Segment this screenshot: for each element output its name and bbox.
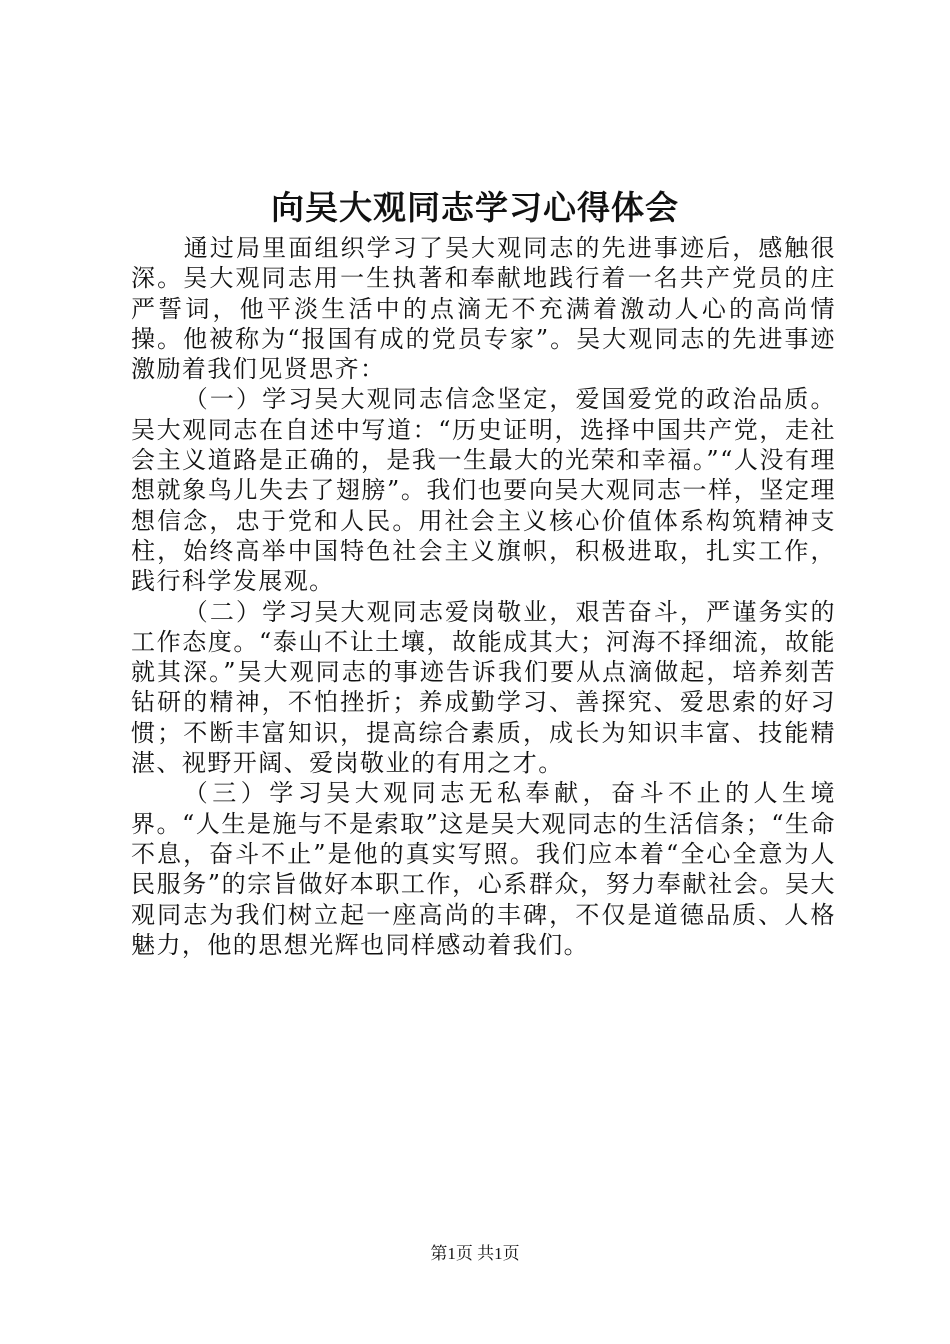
document-body: [131, 233, 836, 960]
paragraph-intro: 通过局里面组织学习了吴大观同志的先进事迹后，感触很深。吴大观同志用一生执著和奉献地践行着一名共产党员的庄严誓词，他平淡生活中的点滴无不充满着激动人心的高尚情操。他被称为“报国有成的党员专家”。吴大观同志的先进事迹激励着我们见贤思齐：: [131, 234, 836, 384]
paragraph-section-1: （一）学习吴大观同志信念坚定，爱国爱党的政治品质。吴大观同志在自述中写道：“历史证明，选择中国共产党，走社会主义道路是正确的，是我一生最大的光荣和幸福。”“人没有理想就象鸟儿失去了翅膀”。我们也要向吴大观同志一样，坚定理想信念，忠于党和人民。用社会主义核心价值体系构筑精神支柱，始终高举中国特色社会主义旗帜，积极进取，扎实工作，践行科学发展观。: [131, 385, 836, 596]
paragraph-section-3: （三）学习吴大观同志无私奉献，奋斗不止的人生境界。“人生是施与不是索取”这是吴大观同志的生活信条；“生命不息，奋斗不止”是他的真实写照。我们应本着“全心全意为人民服务”的宗旨做好本职工作，心系群众，努力奉献社会。吴大观同志为我们树立起一座高尚的丰碑，不仅是道德品质、人格魅力，他的思想光辉也同样感动着我们。: [131, 779, 836, 959]
paragraph-section-2: （二）学习吴大观同志爱岗敬业，艰苦奋斗，严谨务实的工作态度。“泰山不让土壤，故能成其大；河海不择细流，故能就其深。”吴大观同志的事迹告诉我们要从点滴做起，培养刻苦钻研的精神，不怕挫折；养成勤学习、善探究、爱思索的好习惯；不断丰富知识，提高综合素质，成长为知识丰富、技能精湛、视野开阔、爱岗敬业的有用之才。: [131, 597, 836, 778]
document-title: 向吴大观同志学习心得体会: [271, 188, 679, 227]
page-number-footer: 第1页 共1页: [430, 1244, 520, 1263]
